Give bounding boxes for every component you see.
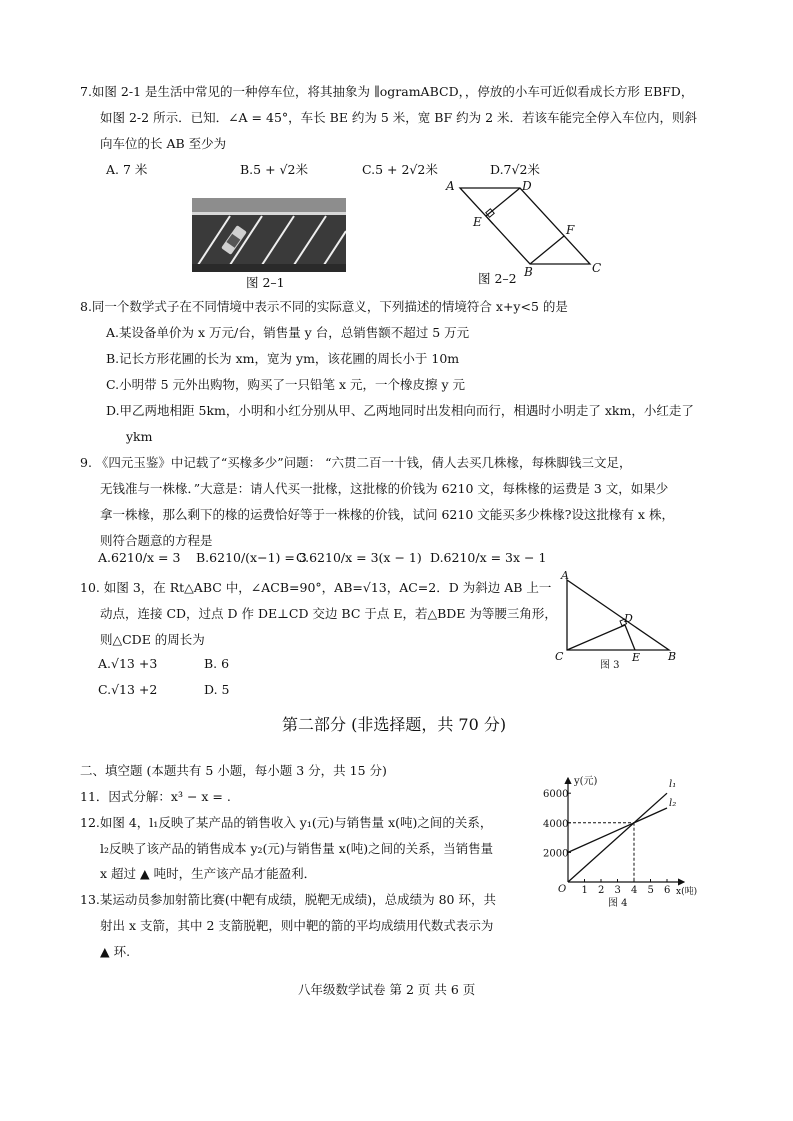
q12-line2: l₂反映了该产品的销售成本 y₂(元)与销售量 x(吨)之间的关系，当销售量 — [100, 841, 494, 856]
triangle-figure — [555, 568, 685, 672]
label-a: A — [446, 179, 455, 193]
q7-option-b: B.5 + √2米 — [240, 162, 308, 177]
q7-option-c: C.5 + 2√2米 — [362, 162, 438, 177]
q12-line3: x 超过 ▲ 吨时，生产该产品才能盈利． — [100, 866, 317, 881]
q9-option-d: D.6210/x = 3x − 1 — [430, 550, 547, 565]
q10-option-b: B. 6 — [204, 656, 230, 671]
q8-option-a: A.某设备单价为 x 万元/台，销售量 y 台，总销售额不超过 5 万元 — [106, 325, 470, 340]
q9-line2: 无钱准与一株椽．”大意是：请人代买一批椽，这批椽的价钱为 6210 文，每株椽的运费是 3 文，如果少 — [100, 481, 669, 496]
x-tick-label: 2 — [598, 885, 605, 896]
figure4-chart — [538, 770, 703, 910]
label-e: E — [473, 215, 482, 229]
parking-photo — [192, 198, 346, 272]
x-tick-label: 6 — [664, 885, 671, 896]
series-line-l1 — [568, 793, 667, 882]
q13-line1: 13.某运动员参加射箭比赛(中靶有成绩，脱靶无成绩)，总成绩为 80 环，共 — [80, 892, 496, 907]
q10-option-d: D. 5 — [204, 682, 230, 697]
q13-line3: ▲ 环. — [100, 944, 131, 959]
part2-title: 第二部分 (非选择题，共 70 分) — [282, 715, 507, 734]
q9-line3: 拿一株椽，那么剩下的椽的运费恰好等于一株椽的价钱，试问 6210 文能买多少株椽?设这批椽有 x 株， — [100, 507, 674, 522]
parallelogram-figure — [440, 178, 610, 286]
origin-label: O — [558, 884, 567, 895]
q8-option-b: B.记长方形花圃的长为 xm，宽为 ym，该花圃的周长小于 10m — [106, 351, 460, 366]
q7-line2: 如图 2-2 所示．已知．∠A = 45°，车长 BE 约为 5 米，宽 BF 约为 2 米．若该车能完全停入车位内，则斜 — [100, 110, 698, 125]
q10-line3: 则△CDE 的周长为 — [100, 632, 205, 647]
fig3-caption: 图 3 — [600, 660, 620, 671]
x-tick-label: 4 — [631, 885, 638, 896]
q7-option-a: A. 7 米 — [106, 162, 148, 177]
q11: 11．因式分解：x³ − x = . — [80, 789, 231, 804]
q9-line4: 则符合题意的方程是 — [100, 533, 213, 548]
y-tick-label: 2000 — [543, 848, 569, 860]
series-label-l2: l₂ — [669, 798, 677, 809]
x-tick-label: 3 — [614, 885, 621, 896]
fig4-caption: 图 4 — [608, 898, 628, 909]
label-e: E — [632, 651, 641, 664]
y-tick-label: 4000 — [543, 818, 569, 830]
fig2-2-caption: 图 2–2 — [478, 271, 517, 286]
label-b: B — [524, 265, 533, 279]
q8-option-c: C.小明带 5 元外出购物，购买了一只铅笔 x 元，一个橡皮擦 y 元 — [106, 377, 465, 392]
q9-line1: 9. 《四元玉鉴》中记载了“买椽多少”问题： “六贯二百一十钱，倩人去买几株椽，每株脚钱三文足， — [80, 455, 632, 470]
label-c: C — [555, 650, 564, 663]
page-footer: 八年级数学试卷 第 2 页 共 6 页 — [298, 982, 476, 997]
label-a: A — [561, 569, 569, 582]
label-c: C — [592, 261, 602, 275]
q10-line1: 10. 如图 3，在 Rt△ABC 中，∠ACB=90°，AB=√13，AC=2．D 为斜边 AB 上一 — [80, 580, 552, 595]
y-axis-label: y(元) — [574, 776, 598, 787]
q8-stem: 8.同一个数学式子在不同情境中表示不同的实际意义，下列描述的情境符合 x+y<5 的是 — [80, 299, 568, 314]
q8-option-d-line1: D.甲乙两地相距 5km，小明和小红分别从甲、乙两地同时出发相向而行，相遇时小明走了 xkm，小红走了 — [106, 403, 694, 418]
q10-line2: 动点，连接 CD，过点 D 作 DE⊥CD 交边 BC 于点 E，若△BDE 为等腰三角形， — [100, 606, 557, 621]
q10-option-a: A.√13 +3 — [98, 656, 158, 671]
q10-option-c: C.√13 +2 — [98, 682, 158, 697]
q7-line3: 向车位的长 AB 至少为 — [100, 136, 227, 151]
y-tick-label: 6000 — [543, 789, 569, 801]
label-d: D — [624, 612, 633, 625]
q9-option-c: C.6210/x = 3(x − 1) — [296, 550, 422, 565]
segment-cd — [567, 625, 625, 650]
triangle-abc — [567, 580, 669, 650]
q13-line2: 射出 x 支箭，其中 2 支箭脱靶，则中靶的箭的平均成绩用代数式表示为 — [100, 918, 494, 933]
segment-de — [625, 625, 635, 650]
fig2-1-caption: 图 2–1 — [246, 275, 285, 290]
x-tick-label: 5 — [647, 885, 654, 896]
q9-option-b: B.6210/(x−1) = 3 — [196, 550, 307, 565]
q7-line1: 7.如图 2-1 是生活中常见的一种停车位，将其抽象为 ∥ogramABCD，，停放的小车可近似看成长方形 EBFD， — [80, 84, 694, 99]
q8-option-d-line2: ykm — [126, 429, 153, 444]
q9-option-a: A.6210/x = 3 — [98, 550, 181, 565]
label-b: B — [668, 650, 677, 663]
series-label-l1: l₁ — [669, 779, 677, 791]
label-d: D — [522, 179, 532, 193]
x-axis-label: x(吨) — [676, 887, 698, 897]
q7-option-d: D.7√2米 — [490, 162, 540, 177]
x-tick-label: 1 — [581, 885, 588, 896]
q12-line1: 12.如图 4，l₁反映了某产品的销售收入 y₁(元)与销售量 x(吨)之间的关系， — [80, 815, 493, 830]
fill-in-heading: 二、填空题 (本题共有 5 小题，每小题 3 分，共 15 分) — [80, 763, 387, 778]
label-f: F — [566, 223, 575, 237]
series-line-l2 — [568, 808, 667, 852]
